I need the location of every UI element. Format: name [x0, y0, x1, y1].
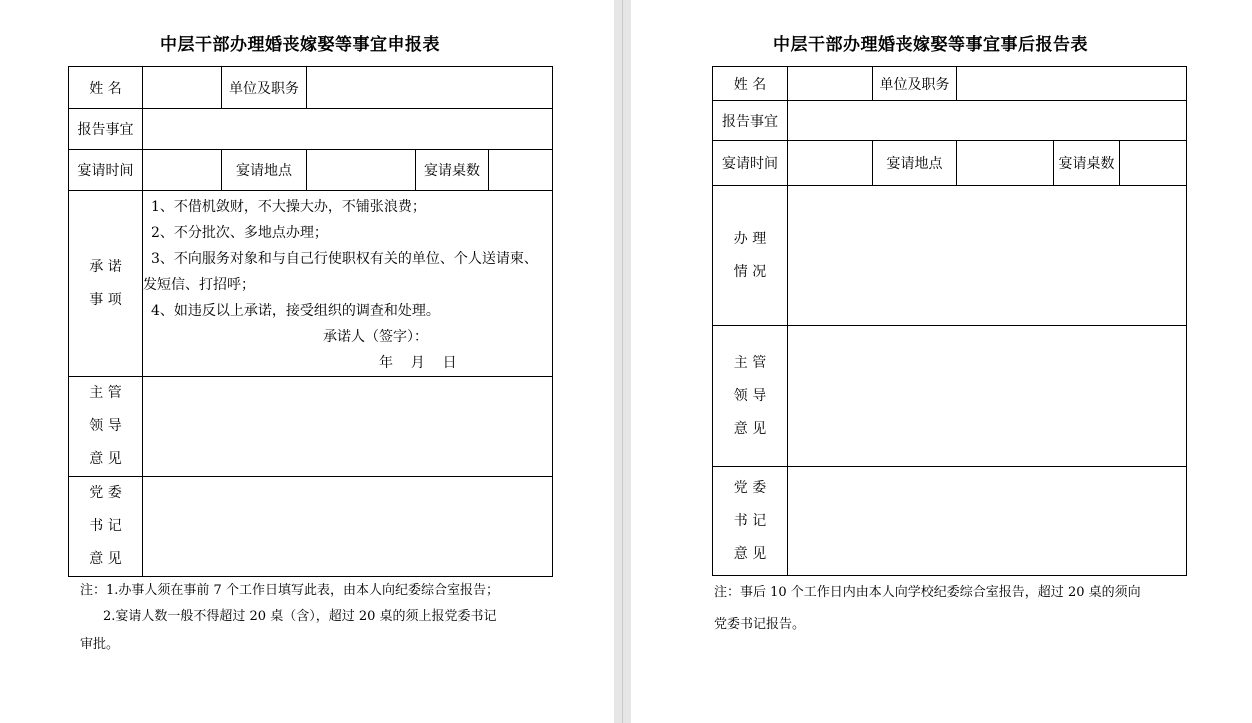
leader-label-line: 意 见 [89, 451, 122, 467]
handling-field[interactable] [788, 186, 1187, 326]
right-row-matter [713, 101, 1187, 141]
left-note-line: 注：1.办事人须在事前 7 个工作日填写此表，由本人向纪委综合室报告； [80, 583, 499, 598]
secretary-label-line: 意 见 [733, 545, 767, 562]
place-label: 宴请地点 [873, 141, 957, 186]
leader-opinion-label [69, 377, 143, 477]
commitment-signer: 承诺人（签字）： [323, 329, 428, 345]
handling-label-line: 情 况 [733, 263, 767, 280]
commitment-label-line: 事 项 [89, 291, 122, 308]
name-label: 姓 名 [713, 67, 788, 101]
left-note-line: 审批。 [80, 637, 120, 652]
leader-opinion-label [713, 326, 788, 467]
matter-field[interactable] [143, 109, 553, 150]
secretary-label-line: 书 记 [733, 512, 767, 529]
left-row-banquet [69, 150, 553, 191]
matter-label: 报告事宜 [713, 101, 788, 141]
right-row-secretary [713, 467, 1187, 576]
unit-field[interactable] [307, 67, 553, 109]
left-row-secretary [69, 477, 553, 577]
right-note-line: 党委书记报告。 [714, 617, 806, 632]
right-row-handling [713, 186, 1187, 326]
left-row-leader [69, 377, 553, 477]
commitment-item: 2、不分批次、多地点办理； [151, 225, 328, 241]
commitment-content [143, 191, 553, 377]
secretary-label-line: 意 见 [89, 551, 122, 567]
name-field[interactable] [143, 67, 222, 109]
commitment-label [69, 191, 143, 377]
secretary-label-line: 党 委 [89, 485, 122, 501]
leader-label-line: 领 导 [733, 387, 767, 404]
time-field[interactable] [788, 141, 873, 186]
document-page-right [631, 0, 1252, 723]
matter-field[interactable] [788, 101, 1187, 141]
commitment-label-line: 承 诺 [89, 258, 122, 275]
unit-field[interactable] [957, 67, 1187, 101]
time-label: 宴请时间 [69, 150, 143, 191]
secretary-opinion-field[interactable] [788, 467, 1187, 576]
left-row-matter [69, 109, 553, 150]
right-form-title: 中层干部办理婚丧嫁娶等事宜事后报告表 [773, 35, 1088, 55]
handling-label [713, 186, 788, 326]
place-label: 宴请地点 [222, 150, 307, 191]
matter-label: 报告事宜 [69, 109, 143, 150]
right-row-name [713, 67, 1187, 101]
name-label: 姓 名 [69, 67, 143, 109]
leader-label-line: 主 管 [89, 385, 122, 401]
place-field[interactable] [307, 150, 416, 191]
tables-field[interactable] [489, 150, 553, 191]
commitment-date: 年 月 日 [379, 355, 457, 371]
leader-label-line: 意 见 [733, 420, 767, 437]
time-label: 宴请时间 [713, 141, 788, 186]
commitment-item: 1、不借机敛财，不大操大办，不铺张浪费； [151, 199, 426, 215]
commitment-item: 3、不向服务对象和与自己行使职权有关的单位、个人送请柬、 [151, 251, 538, 267]
right-row-leader [713, 326, 1187, 467]
time-field[interactable] [143, 150, 222, 191]
secretary-label-line: 书 记 [89, 518, 122, 534]
leader-label-line: 主 管 [733, 354, 767, 371]
commitment-item: 发短信、打招呼； [143, 277, 255, 293]
left-form-table [68, 66, 553, 577]
leader-opinion-field[interactable] [143, 377, 553, 477]
right-note-line: 注：事后 10 个工作日内由本人向学校纪委综合室报告，超过 20 桌的须向 [714, 585, 1141, 600]
secretary-opinion-label [713, 467, 788, 576]
tables-label: 宴请桌数 [416, 150, 489, 191]
commitment-item: 4、如违反以上承诺，接受组织的调查和处理。 [151, 303, 440, 319]
left-row-name [69, 67, 553, 109]
name-field[interactable] [788, 67, 873, 101]
secretary-label-line: 党 委 [733, 479, 767, 496]
secretary-opinion-label [69, 477, 143, 577]
left-form-title: 中层干部办理婚丧嫁娶等事宜申报表 [160, 35, 440, 55]
left-row-commitment [69, 191, 553, 377]
unit-label: 单位及职务 [873, 67, 957, 101]
place-field[interactable] [957, 141, 1054, 186]
secretary-opinion-field[interactable] [143, 477, 553, 577]
unit-label: 单位及职务 [222, 67, 307, 109]
left-note-line: 2.宴请人数一般不得超过 20 桌（含），超过 20 桌的须上报党委书记 [103, 609, 497, 624]
tables-field[interactable] [1120, 141, 1187, 186]
leader-label-line: 领 导 [89, 418, 122, 434]
document-page-left [0, 0, 614, 723]
page-divider [622, 0, 623, 723]
right-row-banquet [713, 141, 1187, 186]
handling-label-line: 办 理 [733, 230, 767, 247]
right-form-table [712, 66, 1187, 576]
leader-opinion-field[interactable] [788, 326, 1187, 467]
tables-label: 宴请桌数 [1054, 141, 1120, 186]
